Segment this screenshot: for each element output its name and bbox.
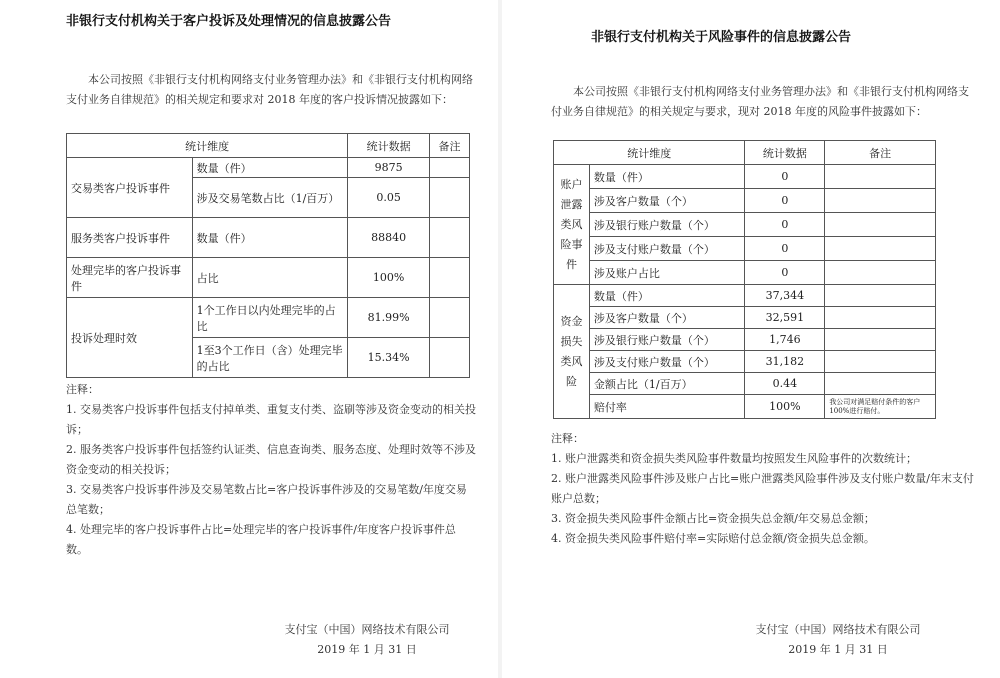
row-note <box>825 351 936 373</box>
signature-block <box>262 620 472 660</box>
intro-paragraph <box>551 82 976 122</box>
row-label: 涉及银行账户数量（个） <box>589 213 745 237</box>
group-label: 账户泄露类风险事件 <box>554 165 590 285</box>
table-row <box>67 298 470 338</box>
row-note <box>825 189 936 213</box>
table-row <box>554 189 936 213</box>
row-note <box>825 237 936 261</box>
row-label: 数量（件） <box>192 218 348 258</box>
row-label: 涉及银行账户数量（个） <box>589 329 745 351</box>
table-row <box>554 307 936 329</box>
table-row <box>554 261 936 285</box>
row-label: 占比 <box>192 258 348 298</box>
risk-stats-table <box>553 140 936 419</box>
note-item: 2. 账户泄露类风险事件涉及账户占比=账户泄露类风险事件涉及支付账户数量/年末支付账户总数； <box>551 472 974 505</box>
note-item: 4. 处理完毕的客户投诉事件占比=处理完毕的客户投诉事件/年度客户投诉事件总数。 <box>66 523 456 556</box>
row-label: 涉及支付账户数量（个） <box>589 237 745 261</box>
row-value: 100% <box>745 395 825 419</box>
publish-date: 2019 年 1 月 31 日 <box>788 643 888 656</box>
intro-paragraph <box>66 70 476 110</box>
group-label: 交易类客户投诉事件 <box>67 158 193 218</box>
row-label: 涉及交易笔数占比（1/百万） <box>192 178 348 218</box>
page-title: 非银行支付机构关于客户投诉及处理情况的信息披露公告 <box>66 14 392 29</box>
row-label: 数量（件） <box>192 158 348 178</box>
row-value: 0 <box>745 189 825 213</box>
row-note <box>825 285 936 307</box>
row-note <box>430 158 470 178</box>
row-note <box>825 261 936 285</box>
page-title: 非银行支付机构关于风险事件的信息披露公告 <box>591 30 852 45</box>
note-item: 1. 账户泄露类和资金损失类风险事件数量均按照发生风险事件的次数统计； <box>551 452 917 465</box>
row-value: 1,746 <box>745 329 825 351</box>
row-label: 数量（件） <box>589 285 745 307</box>
note-item: 2. 服务类客户投诉事件包括签约认证类、信息查询类、服务态度、处理时效等不涉及资金变动的相关投诉； <box>66 443 476 476</box>
table-row <box>554 237 936 261</box>
row-value: 0.05 <box>348 178 430 218</box>
row-label: 1至3个工作日（含）处理完毕的占比 <box>192 338 348 378</box>
table-row <box>554 351 936 373</box>
group-label: 处理完毕的客户投诉事件 <box>67 258 193 298</box>
row-value: 9875 <box>348 158 430 178</box>
table-row <box>67 158 470 178</box>
row-label: 涉及支付账户数量（个） <box>589 351 745 373</box>
header-dimension: 统计维度 <box>67 134 348 158</box>
header-dimension: 统计维度 <box>554 141 745 165</box>
table-row <box>554 213 936 237</box>
table-header-row <box>554 141 936 165</box>
row-label: 涉及客户数量（个） <box>589 307 745 329</box>
table-row <box>554 395 936 419</box>
row-label: 金额占比（1/百万） <box>589 373 745 395</box>
row-value: 0.44 <box>745 373 825 395</box>
group-label: 投诉处理时效 <box>67 298 193 378</box>
header-remark: 备注 <box>430 134 470 158</box>
row-note: 我公司对满足赔付条件的客户100%进行赔付。 <box>825 395 936 419</box>
row-value: 0 <box>745 261 825 285</box>
row-value: 88840 <box>348 218 430 258</box>
note-item: 4. 资金损失类风险事件赔付率=实际赔付总金额/资金损失总金额。 <box>551 532 875 545</box>
row-label: 1个工作日以内处理完毕的占比 <box>192 298 348 338</box>
table-row <box>554 329 936 351</box>
row-value: 0 <box>745 237 825 261</box>
header-data: 统计数据 <box>745 141 825 165</box>
notes-title: 注释： <box>66 383 99 396</box>
table-header-row <box>67 134 470 158</box>
publish-date: 2019 年 1 月 31 日 <box>317 643 417 656</box>
header-data: 统计数据 <box>348 134 430 158</box>
row-value: 15.34% <box>348 338 430 378</box>
row-note <box>430 258 470 298</box>
row-note <box>430 218 470 258</box>
row-label: 数量（件） <box>589 165 745 189</box>
row-note <box>825 165 936 189</box>
row-note <box>430 178 470 218</box>
note-item: 3. 资金损失类风险事件金额占比=资金损失总金额/年交易总金额； <box>551 512 875 525</box>
group-label: 资金损失类风险 <box>554 285 590 419</box>
notes-title: 注释： <box>551 432 584 445</box>
company-name: 支付宝（中国）网络技术有限公司 <box>284 623 450 636</box>
row-label: 涉及账户占比 <box>589 261 745 285</box>
note-item: 1. 交易类客户投诉事件包括支付掉单类、重复支付类、盗刷等涉及资金变动的相关投诉； <box>66 403 476 436</box>
complaint-stats-table <box>66 133 470 378</box>
intro-text: 本公司按照《非银行支付机构网络支付业务管理办法》和《非银行支付机构网络支付业务自律规范》的相关规定与要求，现对 2018 年度的风险事件披露如下： <box>551 85 969 118</box>
row-note <box>825 373 936 395</box>
company-name: 支付宝（中国）网络技术有限公司 <box>755 623 921 636</box>
row-note <box>430 298 470 338</box>
row-value: 32,591 <box>745 307 825 329</box>
note-item: 3. 交易类客户投诉事件涉及交易笔数占比=客户投诉事件涉及的交易笔数/年度交易总笔数； <box>66 483 467 516</box>
table-row <box>67 258 470 298</box>
table-row <box>554 165 936 189</box>
row-value: 81.99% <box>348 298 430 338</box>
table-row <box>554 373 936 395</box>
row-note <box>430 338 470 378</box>
row-value: 37,344 <box>745 285 825 307</box>
row-label: 赔付率 <box>589 395 745 419</box>
notes-section <box>66 380 476 560</box>
row-value: 100% <box>348 258 430 298</box>
intro-text: 本公司按照《非银行支付机构网络支付业务管理办法》和《非银行支付机构网络支付业务自律规范》的相关规定和要求对 2018 年度的客户投诉情况披露如下： <box>66 73 473 106</box>
group-label: 服务类客户投诉事件 <box>67 218 193 258</box>
row-note <box>825 307 936 329</box>
table-row <box>67 218 470 258</box>
row-label: 涉及客户数量（个） <box>589 189 745 213</box>
row-value: 31,182 <box>745 351 825 373</box>
header-remark: 备注 <box>825 141 936 165</box>
row-value: 0 <box>745 213 825 237</box>
table-row <box>554 285 936 307</box>
row-note <box>825 329 936 351</box>
row-value: 0 <box>745 165 825 189</box>
row-note <box>825 213 936 237</box>
